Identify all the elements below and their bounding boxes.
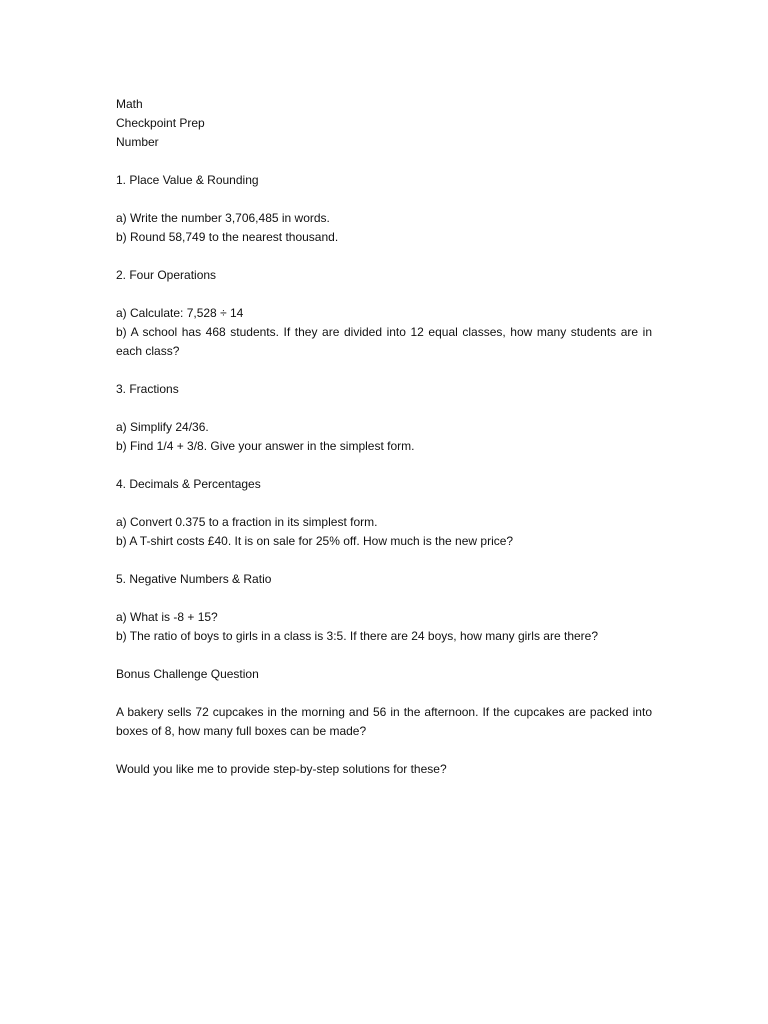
closing-line: Would you like me to provide step-by-step solutions for these? [116,762,447,776]
bonus-question: A bakery sells 72 cupcakes in the morning and 56 in the afternoon. If the cupcakes are packed into boxes of 8, how many full boxes can be made? [116,705,652,738]
spacer [116,684,652,703]
document-title: Checkpoint Prep [116,116,205,130]
question-item: a) Simplify 24/36. [116,420,209,434]
section-heading: 3. Fractions [116,382,179,396]
section-heading: 4. Decimals & Percentages [116,477,261,491]
spacer [116,399,652,418]
question-item: a) Convert 0.375 to a fraction in its simplest form. [116,515,378,529]
section-heading: 1. Place Value & Rounding [116,173,259,187]
question-item: b) A T-shirt costs £40. It is on sale for 25% off. How much is the new price? [116,534,514,548]
question-item: a) What is -8 + 15? [116,610,218,624]
section-heading: 5. Negative Numbers & Ratio [116,572,272,586]
spacer [116,494,652,513]
spacer [116,190,652,209]
spacer [116,361,652,380]
question-item: a) Write the number 3,706,485 in words. [116,211,330,225]
spacer [116,551,652,570]
spacer [116,152,652,171]
spacer [116,646,652,665]
spacer [116,589,652,608]
spacer [116,247,652,266]
question-item: b) Round 58,749 to the nearest thousand. [116,230,339,244]
question-item: a) Calculate: 7,528 ÷ 14 [116,306,244,320]
bonus-heading: Bonus Challenge Question [116,667,259,681]
section-heading: 2. Four Operations [116,268,217,282]
spacer [116,456,652,475]
document-page [116,95,652,779]
spacer [116,741,652,760]
spacer [116,285,652,304]
question-item: b) The ratio of boys to girls in a class is 3:5. If there are 24 boys, how many girls are there? [116,629,599,643]
subject-line: Math [116,97,143,111]
question-item: b) Find 1/4 + 3/8. Give your answer in the simplest form. [116,439,415,453]
topic-line: Number [116,135,159,149]
question-item: b) A school has 468 students. If they are divided into 12 equal classes, how many students are in each class? [116,325,652,358]
